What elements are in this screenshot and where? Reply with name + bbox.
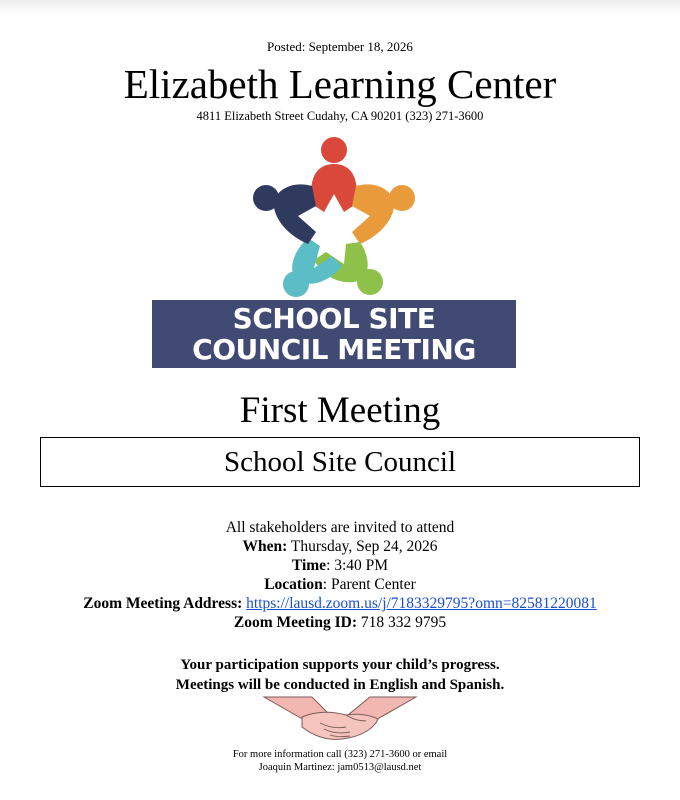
zoom-address-label: Zoom Meeting Address: <box>83 595 243 612</box>
notice-line-1: Your participation supports your child’s progress. <box>180 657 500 673</box>
time-value: : 3:40 PM <box>326 557 389 574</box>
school-name-heading: Elizabeth Learning Center <box>123 61 557 107</box>
participation-notice <box>0 655 680 695</box>
banner-line-2: COUNCIL MEETING <box>192 333 476 366</box>
zoom-id-line <box>0 613 680 632</box>
contact-footer <box>0 748 680 774</box>
five-people-circle-icon <box>248 134 420 300</box>
banner-line-1: SCHOOL SITE <box>232 302 436 335</box>
when-value: Thursday, Sep 24, 2026 <box>287 538 438 555</box>
zoom-address-line <box>0 594 680 613</box>
invite-text: All stakeholders are invited to attend <box>225 519 455 536</box>
time-line <box>0 556 680 575</box>
meeting-title: First Meeting <box>239 390 441 431</box>
zoom-id-value: 718 332 9795 <box>357 614 447 631</box>
meeting-details <box>0 518 680 632</box>
footer-line-2: Joaquin Martinez: jam0513@lausd.net <box>258 762 422 773</box>
council-name: School Site Council <box>224 445 456 478</box>
school-site-council-banner <box>152 300 516 368</box>
when-label: When: <box>242 538 288 555</box>
time-label: Time <box>291 557 327 574</box>
school-address: 4811 Elizabeth Street Cudahy, CA 90201 (323) 271-3600 <box>196 109 484 123</box>
location-value: : Parent Center <box>322 576 416 593</box>
posted-date: Posted: September 18, 2026 <box>267 39 413 54</box>
zoom-id-label: Zoom Meeting ID: <box>233 614 357 631</box>
footer-line-1: For more information call (323) 271-3600 or email <box>232 749 448 760</box>
top-edge-shadow <box>0 0 680 14</box>
zoom-meeting-link[interactable]: https://lausd.zoom.us/j/7183329795?omn=82581220081 <box>246 595 597 612</box>
when-line <box>0 537 680 556</box>
location-label: Location <box>264 576 323 593</box>
council-name-box <box>40 437 640 487</box>
handshake-icon <box>262 693 418 743</box>
notice-line-2: Meetings will be conducted in English and Spanish. <box>175 677 505 693</box>
location-line <box>0 575 680 594</box>
